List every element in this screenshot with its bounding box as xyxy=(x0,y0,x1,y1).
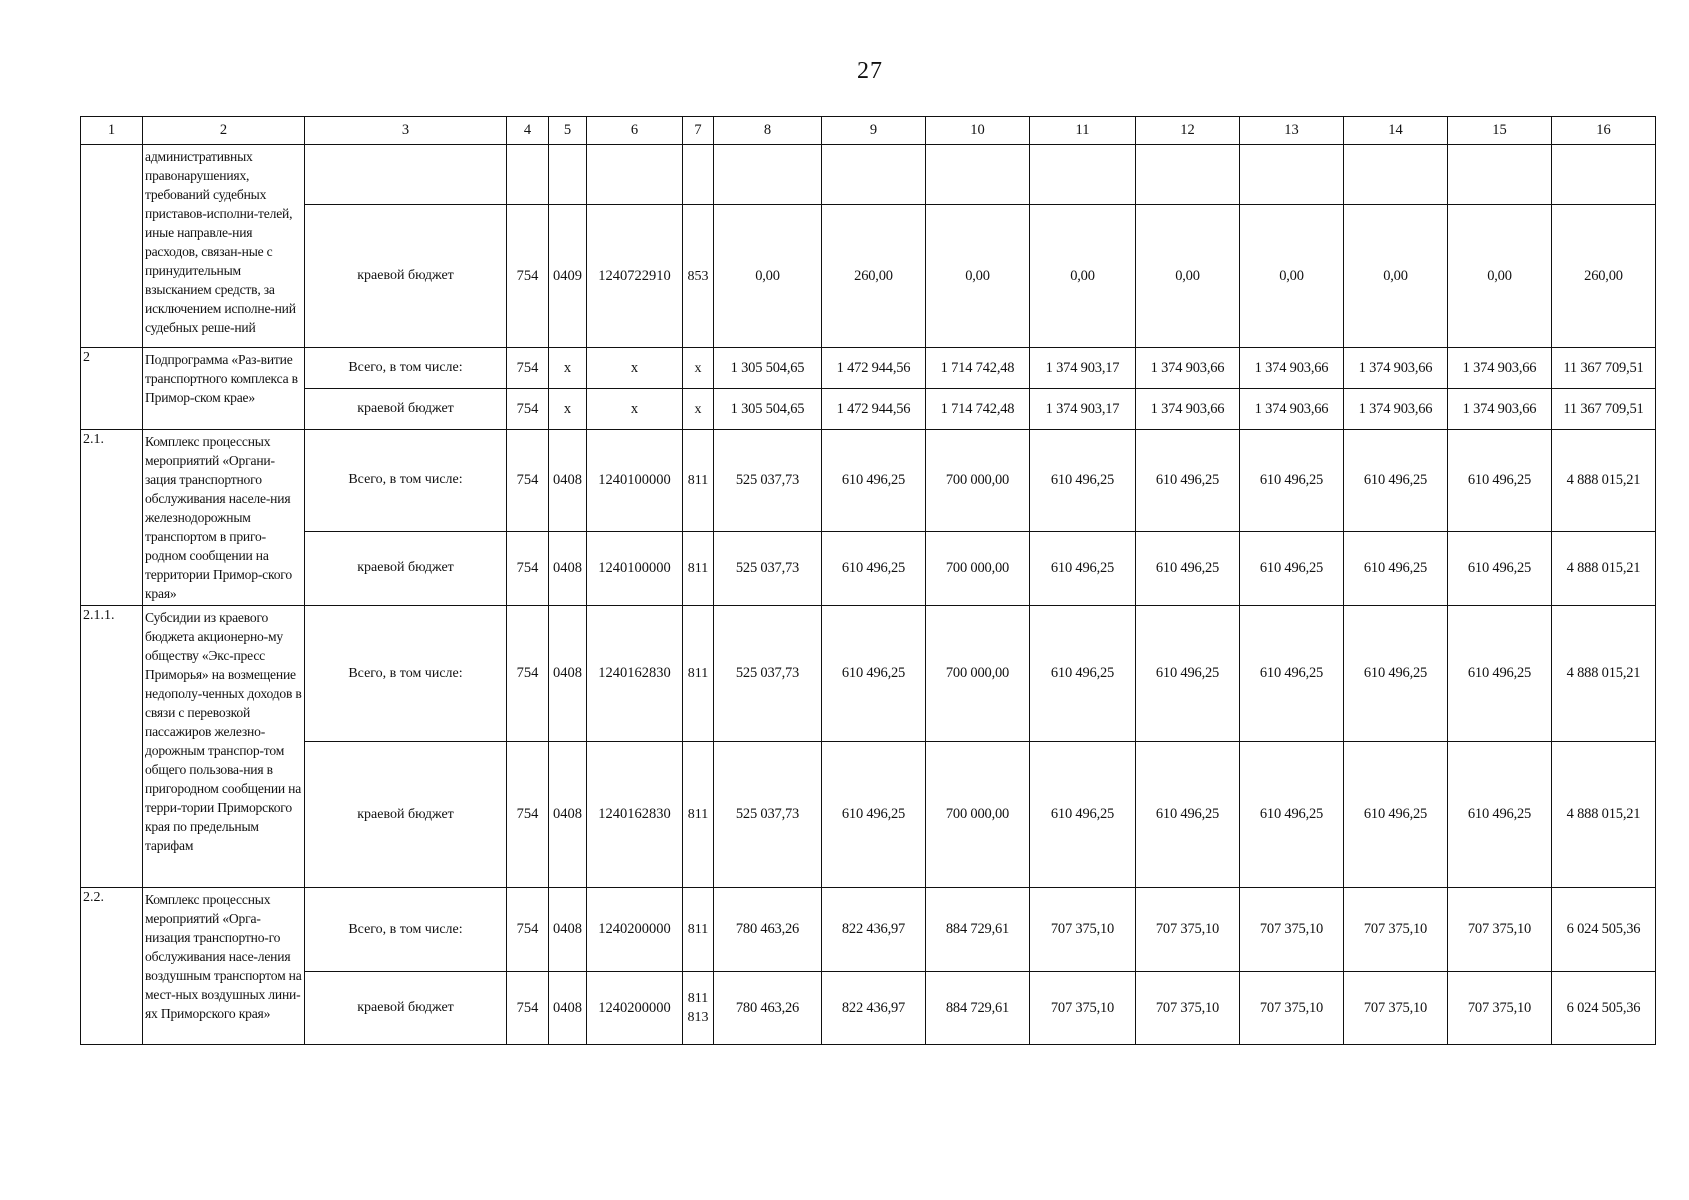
year-value xyxy=(714,145,822,205)
year-value xyxy=(1030,145,1136,205)
column-number-1: 1 xyxy=(81,117,143,145)
year-value: 707 375,10 xyxy=(1030,888,1136,972)
section-code: 0408 xyxy=(549,888,587,972)
page-number: 27 xyxy=(857,58,883,84)
year-value: 1 714 742,48 xyxy=(926,389,1030,430)
funding-source: Всего, в том числе: xyxy=(305,430,507,532)
column-number-13: 13 xyxy=(1240,117,1344,145)
row-title: Комплекс процессных мероприятий «Орга-низация транспортно-го обслуживания насе-ления воздушным транспортом на мест-ных воздушных лини-ях Приморского края» xyxy=(143,888,305,1045)
funding-source xyxy=(305,145,507,205)
year-value: 610 496,25 xyxy=(1030,606,1136,742)
ministry-code: 754 xyxy=(507,742,549,888)
funding-source: Всего, в том числе: xyxy=(305,606,507,742)
expense-type-code xyxy=(683,145,714,205)
year-value: 0,00 xyxy=(1136,205,1240,348)
column-number-15: 15 xyxy=(1448,117,1552,145)
ministry-code: 754 xyxy=(507,606,549,742)
total-value: 4 888 015,21 xyxy=(1552,742,1656,888)
expense-type-code: х xyxy=(683,348,714,389)
expense-type-code: 811 xyxy=(683,742,714,888)
year-value: 0,00 xyxy=(1344,205,1448,348)
funding-source: краевой бюджет xyxy=(305,531,507,605)
year-value xyxy=(1344,145,1448,205)
table-row xyxy=(81,389,1656,430)
row-number: 2.1.1. xyxy=(81,606,143,888)
year-value: 1 374 903,66 xyxy=(1136,389,1240,430)
column-number-11: 11 xyxy=(1030,117,1136,145)
section-code: 0408 xyxy=(549,531,587,605)
target-article-code: 1240162830 xyxy=(587,742,683,888)
year-value: 707 375,10 xyxy=(1240,888,1344,972)
year-value: 610 496,25 xyxy=(1344,742,1448,888)
year-value: 700 000,00 xyxy=(926,606,1030,742)
year-value: 525 037,73 xyxy=(714,742,822,888)
year-value: 610 496,25 xyxy=(1030,531,1136,605)
year-value xyxy=(822,145,926,205)
year-value: 707 375,10 xyxy=(1030,972,1136,1045)
table-row xyxy=(81,888,1656,972)
year-value: 780 463,26 xyxy=(714,888,822,972)
year-value: 822 436,97 xyxy=(822,972,926,1045)
target-article-code: 1240100000 xyxy=(587,430,683,532)
row-number: 2.2. xyxy=(81,888,143,1045)
year-value: 780 463,26 xyxy=(714,972,822,1045)
year-value: 525 037,73 xyxy=(714,430,822,532)
funding-source: Всего, в том числе: xyxy=(305,888,507,972)
ministry-code: 754 xyxy=(507,888,549,972)
year-value: 610 496,25 xyxy=(1448,606,1552,742)
section-code: х xyxy=(549,348,587,389)
year-value: 822 436,97 xyxy=(822,888,926,972)
table-row xyxy=(81,742,1656,888)
year-value: 707 375,10 xyxy=(1344,972,1448,1045)
funding-source: краевой бюджет xyxy=(305,972,507,1045)
year-value: 700 000,00 xyxy=(926,430,1030,532)
target-article-code xyxy=(587,145,683,205)
year-value: 1 374 903,17 xyxy=(1030,348,1136,389)
year-value: 610 496,25 xyxy=(1030,742,1136,888)
year-value: 610 496,25 xyxy=(1448,430,1552,532)
funding-source: краевой бюджет xyxy=(305,742,507,888)
section-code: 0408 xyxy=(549,606,587,742)
year-value: 1 374 903,66 xyxy=(1448,348,1552,389)
year-value: 700 000,00 xyxy=(926,531,1030,605)
expense-type-code: 811 xyxy=(683,606,714,742)
column-number-row xyxy=(81,117,1656,145)
funding-source: Всего, в том числе: xyxy=(305,348,507,389)
year-value: 0,00 xyxy=(926,205,1030,348)
table-row xyxy=(81,205,1656,348)
year-value: 610 496,25 xyxy=(1344,606,1448,742)
column-number-8: 8 xyxy=(714,117,822,145)
funding-source: краевой бюджет xyxy=(305,205,507,348)
expense-type-code: х xyxy=(683,389,714,430)
target-article-code: 1240162830 xyxy=(587,606,683,742)
table-row xyxy=(81,972,1656,1045)
column-number-4: 4 xyxy=(507,117,549,145)
expense-type-code: 811 xyxy=(683,430,714,532)
section-code: 0409 xyxy=(549,205,587,348)
section-code: 0408 xyxy=(549,430,587,532)
row-number: 2 xyxy=(81,348,143,430)
total-value: 260,00 xyxy=(1552,205,1656,348)
ministry-code: 754 xyxy=(507,531,549,605)
year-value: 1 374 903,66 xyxy=(1344,389,1448,430)
year-value: 1 374 903,66 xyxy=(1240,348,1344,389)
year-value: 1 714 742,48 xyxy=(926,348,1030,389)
ministry-code: 754 xyxy=(507,348,549,389)
year-value: 610 496,25 xyxy=(1448,531,1552,605)
table-row xyxy=(81,348,1656,389)
ministry-code xyxy=(507,145,549,205)
year-value: 0,00 xyxy=(1030,205,1136,348)
ministry-code: 754 xyxy=(507,389,549,430)
expense-type-code: 811 xyxy=(683,531,714,605)
budget-table xyxy=(80,116,1656,1045)
year-value: 1 472 944,56 xyxy=(822,348,926,389)
year-value: 610 496,25 xyxy=(1240,606,1344,742)
funding-source: краевой бюджет xyxy=(305,389,507,430)
expense-type-code: 811 813 xyxy=(683,972,714,1045)
year-value: 610 496,25 xyxy=(822,742,926,888)
row-title: административных правонарушениях, требований судебных приставов-исполни-телей, иные направле-ния расходов, связан-ные с принудительным взысканием средств, за исключением исполне-ний судебных реше-ний xyxy=(143,145,305,348)
column-number-6: 6 xyxy=(587,117,683,145)
year-value: 1 374 903,66 xyxy=(1136,348,1240,389)
year-value: 707 375,10 xyxy=(1240,972,1344,1045)
year-value: 610 496,25 xyxy=(1030,430,1136,532)
column-number-5: 5 xyxy=(549,117,587,145)
year-value: 525 037,73 xyxy=(714,606,822,742)
year-value: 700 000,00 xyxy=(926,742,1030,888)
row-title: Субсидии из краевого бюджета акционерно-му обществу «Экс-пресс Приморья» на возмещение недополу-ченных доходов в связи с перевозкой пассажиров железно-дорожным транспор-том общего пользова-ния в пригородном сообщении на терри-тории Приморского края по предельным тарифам xyxy=(143,606,305,888)
row-title: Подпрограмма «Раз-витие транспортного комплекса в Примор-ском крае» xyxy=(143,348,305,430)
table-row xyxy=(81,531,1656,605)
year-value: 1 305 504,65 xyxy=(714,348,822,389)
ministry-code: 754 xyxy=(507,205,549,348)
target-article-code: 1240722910 xyxy=(587,205,683,348)
total-value: 6 024 505,36 xyxy=(1552,888,1656,972)
column-number-16: 16 xyxy=(1552,117,1656,145)
year-value: 707 375,10 xyxy=(1448,888,1552,972)
target-article-code: 1240200000 xyxy=(587,972,683,1045)
year-value: 1 374 903,66 xyxy=(1448,389,1552,430)
year-value: 1 472 944,56 xyxy=(822,389,926,430)
column-number-2: 2 xyxy=(143,117,305,145)
column-number-10: 10 xyxy=(926,117,1030,145)
year-value xyxy=(1240,145,1344,205)
table-row xyxy=(81,430,1656,532)
year-value xyxy=(1448,145,1552,205)
year-value: 1 374 903,17 xyxy=(1030,389,1136,430)
expense-type-code: 853 xyxy=(683,205,714,348)
column-number-9: 9 xyxy=(822,117,926,145)
row-title: Комплекс процессных мероприятий «Органи-зация транспортного обслуживания населе-ния железнодорожным транспортом в приго-родном сообщении на территории Примор-ского края» xyxy=(143,430,305,606)
year-value: 610 496,25 xyxy=(1136,742,1240,888)
section-code: 0408 xyxy=(549,972,587,1045)
year-value: 610 496,25 xyxy=(822,430,926,532)
year-value: 707 375,10 xyxy=(1448,972,1552,1045)
year-value: 0,00 xyxy=(1448,205,1552,348)
year-value: 1 305 504,65 xyxy=(714,389,822,430)
year-value: 610 496,25 xyxy=(822,531,926,605)
table-row xyxy=(81,606,1656,742)
year-value: 610 496,25 xyxy=(1448,742,1552,888)
column-number-3: 3 xyxy=(305,117,507,145)
year-value: 610 496,25 xyxy=(1240,531,1344,605)
year-value: 0,00 xyxy=(714,205,822,348)
year-value: 610 496,25 xyxy=(1136,430,1240,532)
year-value: 707 375,10 xyxy=(1136,972,1240,1045)
year-value: 884 729,61 xyxy=(926,972,1030,1045)
total-value: 4 888 015,21 xyxy=(1552,531,1656,605)
target-article-code: 1240100000 xyxy=(587,531,683,605)
year-value xyxy=(1136,145,1240,205)
column-number-14: 14 xyxy=(1344,117,1448,145)
ministry-code: 754 xyxy=(507,430,549,532)
total-value: 11 367 709,51 xyxy=(1552,348,1656,389)
year-value: 707 375,10 xyxy=(1344,888,1448,972)
total-value: 4 888 015,21 xyxy=(1552,430,1656,532)
target-article-code: 1240200000 xyxy=(587,888,683,972)
year-value: 1 374 903,66 xyxy=(1240,389,1344,430)
year-value: 0,00 xyxy=(1240,205,1344,348)
target-article-code: х xyxy=(587,348,683,389)
expense-type-code: 811 xyxy=(683,888,714,972)
year-value: 610 496,25 xyxy=(1344,430,1448,532)
section-code xyxy=(549,145,587,205)
year-value: 610 496,25 xyxy=(1240,430,1344,532)
table-row xyxy=(81,145,1656,205)
year-value: 610 496,25 xyxy=(1344,531,1448,605)
year-value: 525 037,73 xyxy=(714,531,822,605)
year-value: 884 729,61 xyxy=(926,888,1030,972)
year-value: 1 374 903,66 xyxy=(1344,348,1448,389)
row-number xyxy=(81,145,143,348)
total-value xyxy=(1552,145,1656,205)
year-value: 610 496,25 xyxy=(1136,606,1240,742)
year-value: 707 375,10 xyxy=(1136,888,1240,972)
year-value: 610 496,25 xyxy=(1136,531,1240,605)
year-value: 610 496,25 xyxy=(1240,742,1344,888)
column-number-12: 12 xyxy=(1136,117,1240,145)
column-number-7: 7 xyxy=(683,117,714,145)
table-body xyxy=(81,117,1656,1045)
section-code: 0408 xyxy=(549,742,587,888)
total-value: 4 888 015,21 xyxy=(1552,606,1656,742)
total-value: 6 024 505,36 xyxy=(1552,972,1656,1045)
target-article-code: х xyxy=(587,389,683,430)
total-value: 11 367 709,51 xyxy=(1552,389,1656,430)
year-value: 610 496,25 xyxy=(822,606,926,742)
row-number: 2.1. xyxy=(81,430,143,606)
year-value xyxy=(926,145,1030,205)
year-value: 260,00 xyxy=(822,205,926,348)
ministry-code: 754 xyxy=(507,972,549,1045)
section-code: х xyxy=(549,389,587,430)
